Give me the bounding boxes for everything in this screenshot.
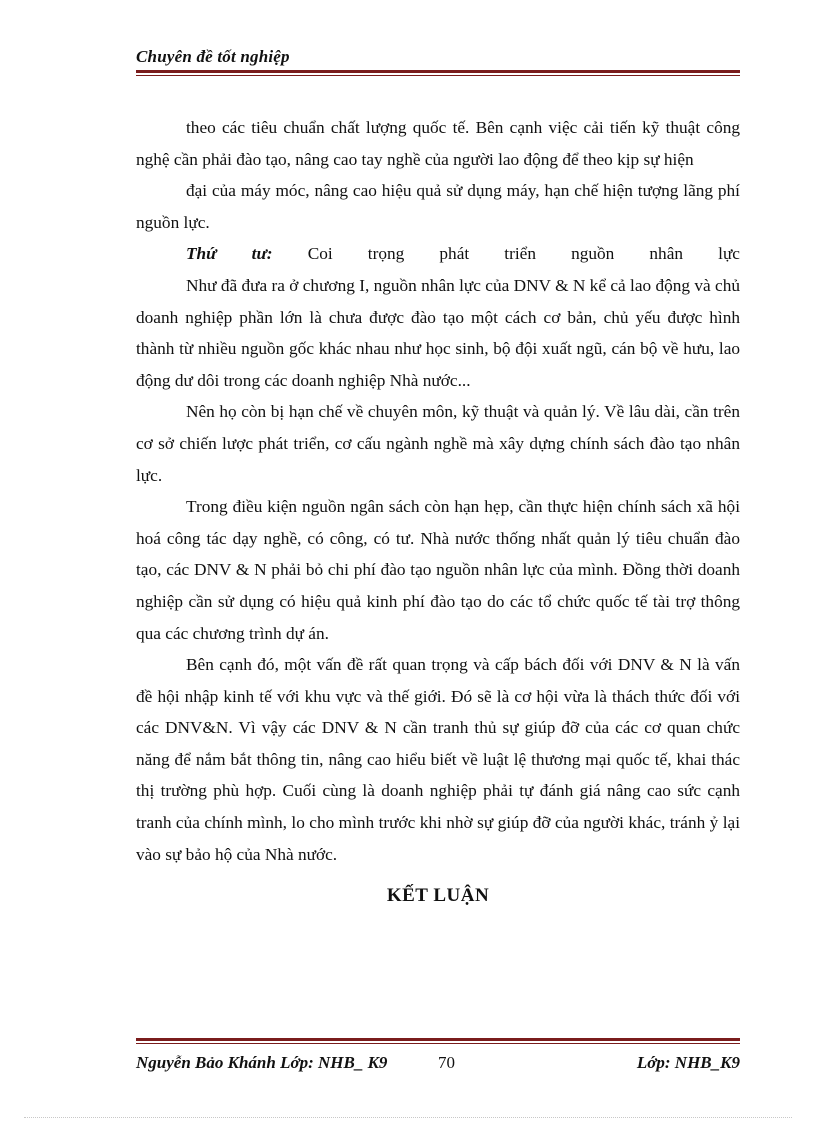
- document-body: [136, 112, 740, 912]
- page-bottom-divider: [24, 1117, 792, 1118]
- header-title: Chuyên đề tốt nghiệp: [136, 47, 290, 66]
- section-label: Thứ tư:: [186, 244, 273, 264]
- paragraph-continuation: theo các tiêu chuẩn chất lượng quốc tế. Bên cạnh việc cải tiến kỹ thuật công nghệ cần phải đào tạo, nâng cao tay nghề của người lao động để theo kịp sự hiện: [136, 118, 740, 169]
- section-title: Coi trọng phát triển nguồn nhân lực: [307, 244, 740, 264]
- header-rule-thick: [136, 70, 740, 73]
- section-heading-line: [136, 238, 740, 270]
- footer-author: Nguyễn Bảo Khánh Lớp: NHB_ K9: [136, 1053, 388, 1072]
- footer-class: Lớp: NHB_K9: [636, 1053, 740, 1072]
- paragraph-training-budget: Trong điều kiện nguồn ngân sách còn hạn hẹp, cần thực hiện chính sách xã hội hoá công tác dạy nghề, có công, có tư. Nhà nước thống nhất quản lý tiêu chuẩn đào tạo, các DNV & N phải bỏ chi phí đào tạo nguồn nhân lực của mình. Đồng thời doanh nghiệp cần sử dụng có hiệu quả kinh phí đào tạo do các tổ chức quốc tế tài trợ thông qua các chương trình dự án.: [136, 497, 740, 643]
- conclusion-heading: KẾT LUẬN: [386, 885, 490, 907]
- paragraph-continuation-2: đại của máy móc, nâng cao hiệu quả sử dụng máy, hạn chế hiện tượng lãng phí nguồn lực.: [136, 181, 740, 232]
- page-number: 70: [438, 1053, 455, 1072]
- paragraph-human-resources: Như đã đưa ra ở chương I, nguồn nhân lực của DNV & N kể cả lao động và chủ doanh nghiệp phần lớn là chưa được đào tạo một cách cơ bản, chủ yếu được hình thành từ nhiều nguồn gốc khác nhau như học sinh, bộ đội xuất ngũ, cán bộ về hưu, lao động dư dôi trong các doanh nghiệp Nhà nước...: [136, 275, 740, 390]
- footer-rule-thin: [136, 1043, 740, 1044]
- header-rule-thin: [136, 75, 740, 76]
- paragraph-limitations: Nên họ còn bị hạn chế về chuyên môn, kỹ thuật và quản lý. Về lâu dài, cần trên cơ sở chiến lược phát triển, cơ cấu ngành nghề mà xây dựng chính sách đào tạo nhân lực.: [136, 402, 740, 485]
- paragraph-integration: Bên cạnh đó, một vấn đề rất quan trọng và cấp bách đối với DNV & N là vấn đề hội nhập kinh tế với khu vực và thế giới. Đó sẽ là cơ hội vừa là thách thức đối với các DNV&N. Vì vậy các DNV & N cần tranh thủ sự giúp đỡ của các cơ quan chức năng để nắm bắt thông tin, nâng cao hiểu biết về luật lệ thương mại quốc tế, khai thác thị trường phù hợp. Cuối cùng là doanh nghiệp phải tự đánh giá nâng cao sức cạnh tranh của chính mình, lo cho mình trước khi nhờ sự giúp đỡ của người khác, tránh ỷ lại vào sự bảo hộ của Nhà nước.: [136, 655, 740, 864]
- footer-rule-thick: [136, 1038, 740, 1041]
